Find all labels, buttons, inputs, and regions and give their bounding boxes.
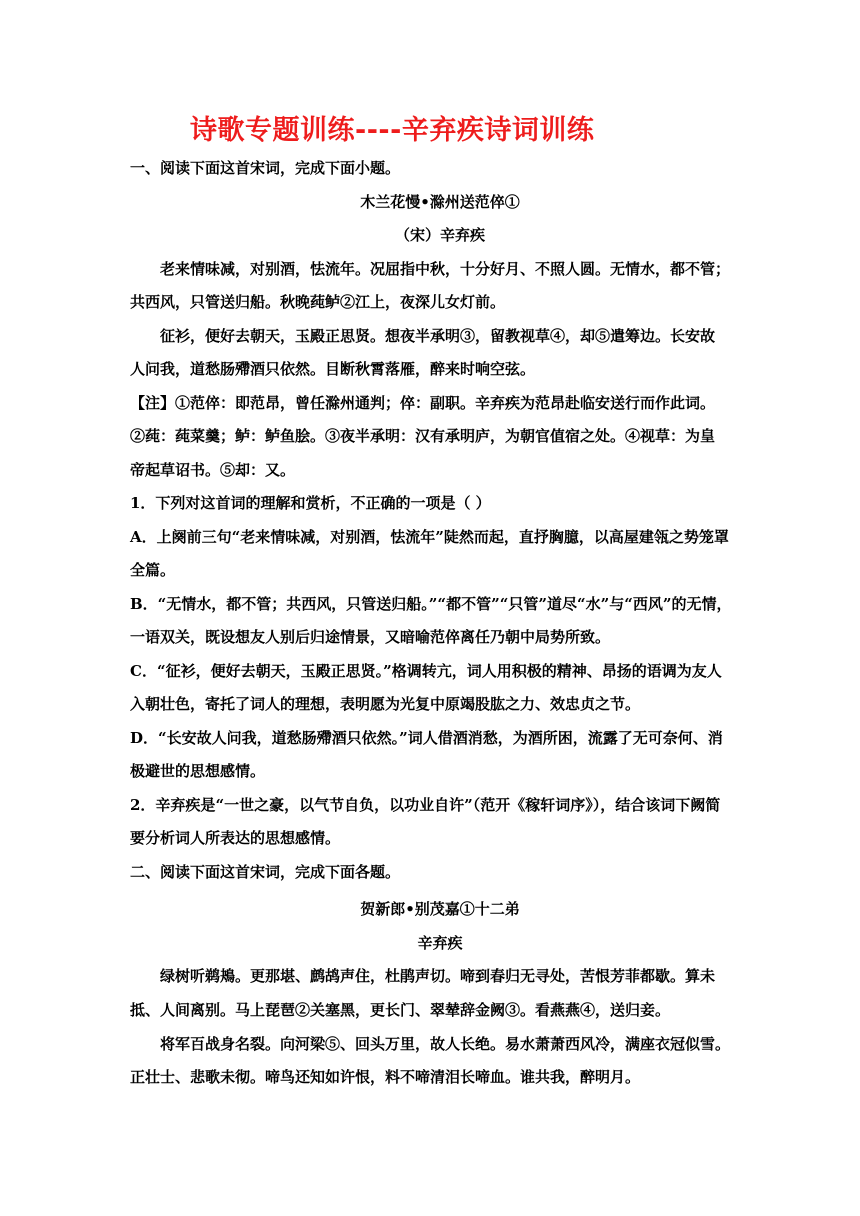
note-line: 【注】①范倅：即范昂，曾任滁州通判；倅：副职。辛弃疾为范昂赴临安送行而作此词。: [130, 394, 716, 412]
question-2: 要分析词人所表达的思想感情。: [130, 829, 341, 847]
option-d: D．“长安故人问我，道愁肠殢酒只依然。”词人借酒消愁，为酒所困，流露了无可奈何、消: [130, 729, 723, 747]
poem-2-line: 正壮士、悲歌未彻。啼鸟还知如许恨，料不啼清泪长啼血。谁共我，醉明月。: [130, 1068, 641, 1086]
page-title: 诗歌专题训练----辛弃疾诗词训练: [190, 115, 595, 146]
poem-2-line: 绿树听鹈鴂。更那堪、鹧鸪声住，杜鹃声切。啼到春归无寻处，苦恨芳菲都歇。算未: [160, 967, 716, 985]
poem-1-line: 人问我，道愁肠殢酒只依然。目断秋霄落雁，醉来时响空弦。: [130, 360, 536, 378]
option-b: 一语双关，既设想友人别后归途情景，又暗喻范倅离任乃朝中局势所致。: [130, 628, 611, 646]
note-line: 帝起草诏书。⑤却：又。: [130, 461, 296, 479]
note-line: ②莼：莼菜羹；鲈：鲈鱼脍。③夜半承明：汉有承明庐，为朝官值宿之处。④视草：为皇: [130, 427, 716, 445]
option-b: B．“无情水，都不管；共西风，只管送归船。”“都不管”“只管”道尽“水”与“西风”的无情，: [130, 595, 732, 613]
poem-1-author: （宋）辛弃疾: [394, 226, 485, 244]
poem-2-line: 抵、人间离别。马上琵琶②关塞黑，更长门、翠辇辞金阙③。看燕燕④，送归妾。: [130, 1001, 671, 1019]
option-a: 全篇。: [130, 561, 176, 579]
option-a: A．上阕前三句“老来情味减，对别酒，怯流年”陡然而起，直抒胸臆，以高屋建瓴之势笼罩: [130, 528, 729, 546]
section-1-heading: 一、阅读下面这首宋词，完成下面小题。: [130, 159, 401, 177]
option-d: 极避世的思想感情。: [130, 762, 266, 780]
section-2-heading: 二、阅读下面这首宋词，完成下面各题。: [130, 863, 401, 881]
poem-2-author: 辛弃疾: [417, 934, 463, 952]
option-c: 入朝壮色，寄托了词人的理想，表明愿为光复中原竭股肱之力、效忠贞之节。: [130, 695, 641, 713]
option-c: C．“征衫，便好去朝天，玉殿正思贤。”格调转亢，词人用积极的精神、昂扬的语调为友人: [130, 662, 722, 680]
question-1: 1．下列对这首词的理解和赏析，不正确的一项是（ ）: [130, 494, 491, 512]
poem-1-title: 木兰花慢•滁州送范倅①: [360, 193, 520, 211]
poem-1-line: 征衫，便好去朝天，玉殿正思贤。想夜半承明③，留教视草④，却⑤遣筹边。长安故: [160, 327, 716, 345]
poem-1-line: 老来情味减，对别酒，怯流年。况屈指中秋，十分好月、不照人圆。无情水，都不管；: [160, 260, 731, 278]
poem-2-line: 将军百战身名裂。向河梁⑤、回头万里，故人长绝。易水萧萧西风冷，满座衣冠似雪。: [160, 1035, 731, 1053]
question-2: 2．辛弃疾是“一世之豪，以气节自负，以功业自许”（范开《稼轩词序》），结合该词下阙简: [130, 796, 721, 814]
poem-1-line: 共西风，只管送归船。秋晚莼鲈②江上，夜深儿女灯前。: [130, 293, 506, 311]
poem-2-title: 贺新郎•别茂嘉①十二弟: [360, 900, 520, 918]
